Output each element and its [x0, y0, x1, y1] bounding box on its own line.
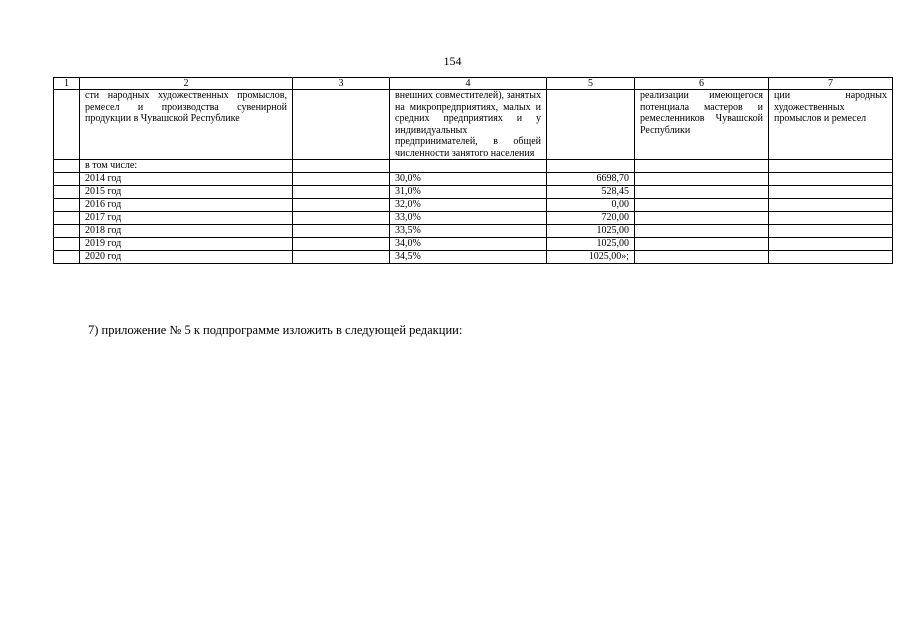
- percent-cell: 30,0%: [390, 173, 547, 186]
- percent-cell: 33,5%: [390, 225, 547, 238]
- header-cell-5: 5: [547, 78, 635, 90]
- year-cell: 2016 год: [80, 199, 293, 212]
- percent-cell: 31,0%: [390, 186, 547, 199]
- year-cell: 2020 год: [80, 251, 293, 264]
- subheader-label: в том числе:: [80, 160, 293, 173]
- table-row: [54, 225, 893, 238]
- amount-cell: 1025,00: [547, 225, 635, 238]
- year-cell: 2014 год: [80, 173, 293, 186]
- percent-cell: 34,0%: [390, 238, 547, 251]
- main-cell-6: реализации имеющегося потенциала мастеров и ремесленников Чувашской Республики: [635, 90, 769, 160]
- main-cell-3: [293, 90, 390, 160]
- table-row: [54, 238, 893, 251]
- year-cell: 2019 год: [80, 238, 293, 251]
- main-cell-2: сти народных художественных промыслов, ремесел и производства сувенирной продукции в Чувашской Республике: [80, 90, 293, 160]
- year-cell: 2015 год: [80, 186, 293, 199]
- main-row: [54, 90, 893, 160]
- amount-cell: 1025,00»;: [547, 251, 635, 264]
- main-cell-4: внешних совместителей), занятых на микропредприятиях, малых и средних предприятиях и у индивидуальных предпринимателей, в общей численности занятого населения: [390, 90, 547, 160]
- amount-cell: 0,00: [547, 199, 635, 212]
- header-cell-4: 4: [390, 78, 547, 90]
- table-row: [54, 199, 893, 212]
- header-cell-1: 1: [54, 78, 80, 90]
- amount-cell: 720,00: [547, 212, 635, 225]
- header-cell-3: 3: [293, 78, 390, 90]
- main-cell-5: [547, 90, 635, 160]
- header-cell-6: 6: [635, 78, 769, 90]
- table-row: [54, 212, 893, 225]
- instruction-paragraph: 7) приложение № 5 к подпрограмме изложить в следующей редакции:: [88, 323, 463, 337]
- amount-cell: 528,45: [547, 186, 635, 199]
- percent-cell: 34,5%: [390, 251, 547, 264]
- year-cell: 2017 год: [80, 212, 293, 225]
- percent-cell: 32,0%: [390, 199, 547, 212]
- subheader-row: [54, 160, 893, 173]
- header-row: [54, 78, 893, 90]
- main-cell-1: [54, 90, 80, 160]
- amount-cell: 6698,70: [547, 173, 635, 186]
- table-row: [54, 186, 893, 199]
- table-row: [54, 251, 893, 264]
- page-number: 154: [443, 54, 462, 68]
- amount-cell: 1025,00: [547, 238, 635, 251]
- main-cell-7: ции народных художественных промыслов и ремесел: [769, 90, 893, 160]
- data-table: [53, 77, 893, 264]
- header-cell-2: 2: [80, 78, 293, 90]
- header-cell-7: 7: [769, 78, 893, 90]
- table-row: [54, 173, 893, 186]
- year-cell: 2018 год: [80, 225, 293, 238]
- percent-cell: 33,0%: [390, 212, 547, 225]
